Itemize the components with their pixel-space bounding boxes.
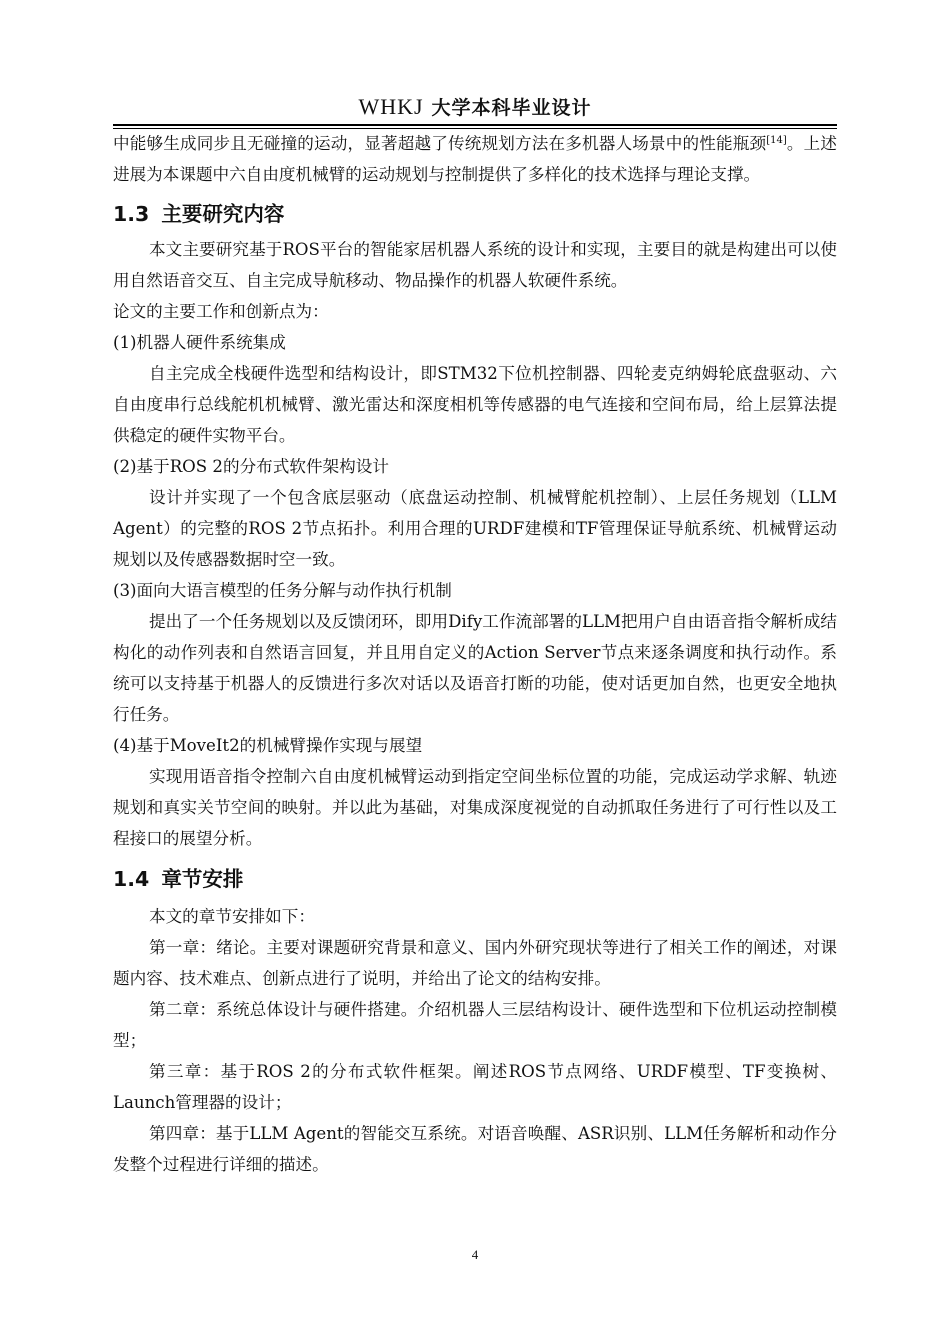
header-institution-code: WHKJ [358,94,424,119]
section-number: 1.4 [113,867,150,891]
item-paragraph: 实现用语音指令控制六自由度机械臂运动到指定空间坐标位置的功能，完成运动学求解、轨迹规划和真实关节空间的映射。并以此为基础，对集成深度视觉的自动抓取任务进行了可行性以及工程接口的展望分析。 [113,767,837,848]
item-paragraph: 提出了一个任务规划以及反馈闭环，即用Dify工作流部署的LLM把用户自由语音指令解析成结构化的动作列表和自然语言回复，并且用自定义的Action Server节点来逐条调度和执行动作。系统可以支持基于机器人的反馈进行多次对话以及语音打断的功能，使对话更加自然，也更安全地执行任务。 [113,612,837,724]
item-paragraph: 设计并实现了一个包含底层驱动（底盘运动控制、机械臂舵机控制）、上层任务规划（LLM Agent）的完整的ROS 2节点拓扑。利用合理的URDF建模和TF管理保证导航系统、机械臂运动规划以及传感器数据时空一致。 [113,488,837,569]
citation-ref: [14] [766,135,787,146]
continuation-paragraph [113,128,837,190]
item-heading: (2)基于ROS 2的分布式软件架构设计 [113,457,389,476]
chapter-paragraph: 第一章：绪论。主要对课题研究背景和意义、国内外研究现状等进行了相关工作的阐述，对课题内容、技术难点、创新点进行了说明，并给出了论文的结构安排。 [113,938,837,988]
item-heading: (3)面向大语言模型的任务分解与动作执行机制 [113,581,452,600]
continuation-text-before-citation: 中能够生成同步且无碰撞的运动，显著超越了传统规划方法在多机器人场景中的性能瓶颈 [113,134,767,153]
chapter-paragraph: 第二章：系统总体设计与硬件搭建。介绍机器人三层结构设计、硬件选型和下位机运动控制模型； [113,1000,837,1050]
section-heading-1-3 [113,190,837,234]
section-intro-paragraph: 本文主要研究基于ROS平台的智能家居机器人系统的设计和实现，主要目的就是构建出可以使用自然语音交互、自主完成导航移动、物品操作的机器人软硬件系统。 [113,240,837,290]
continuation-text-after-citation: 。上述进展为本课题中六自由度机械臂的运动规划与控制提供了多样化的技术选择与理论支撑。 [113,134,837,184]
chapter-paragraph: 第三章：基于ROS 2的分布式软件框架。阐述ROS节点网络、URDF模型、TF变换树、Launch管理器的设计； [113,1062,837,1112]
chapter-paragraph: 第四章：基于LLM Agent的智能交互系统。对语音唤醒、ASR识别、LLM任务解析和动作分发整个过程进行详细的描述。 [113,1124,837,1174]
page-body [113,128,837,1180]
page-number: 4 [471,1247,479,1262]
section-title: 主要研究内容 [161,202,285,226]
section-intro-paragraph: 本文的章节安排如下： [149,907,315,926]
item-paragraph: 自主完成全栈硬件选型和结构设计，即STM32下位机控制器、四轮麦克纳姆轮底盘驱动、六自由度串行总线舵机机械臂、激光雷达和深度相机等传感器的电气连接和空间布局，给上层算法提供稳定的硬件实物平台。 [113,364,837,445]
section-number: 1.3 [113,202,150,226]
header-rule-thick [113,124,837,126]
section-heading-1-4 [113,854,837,901]
page-header [113,92,837,123]
item-heading: (4)基于MoveIt2的机械臂操作实现与展望 [113,736,423,755]
item-heading: (1)机器人硬件系统集成 [113,333,286,352]
header-document-type: 大学本科毕业设计 [431,97,592,119]
summary-line: 论文的主要工作和创新点为： [113,302,329,321]
section-title: 章节安排 [161,867,244,891]
